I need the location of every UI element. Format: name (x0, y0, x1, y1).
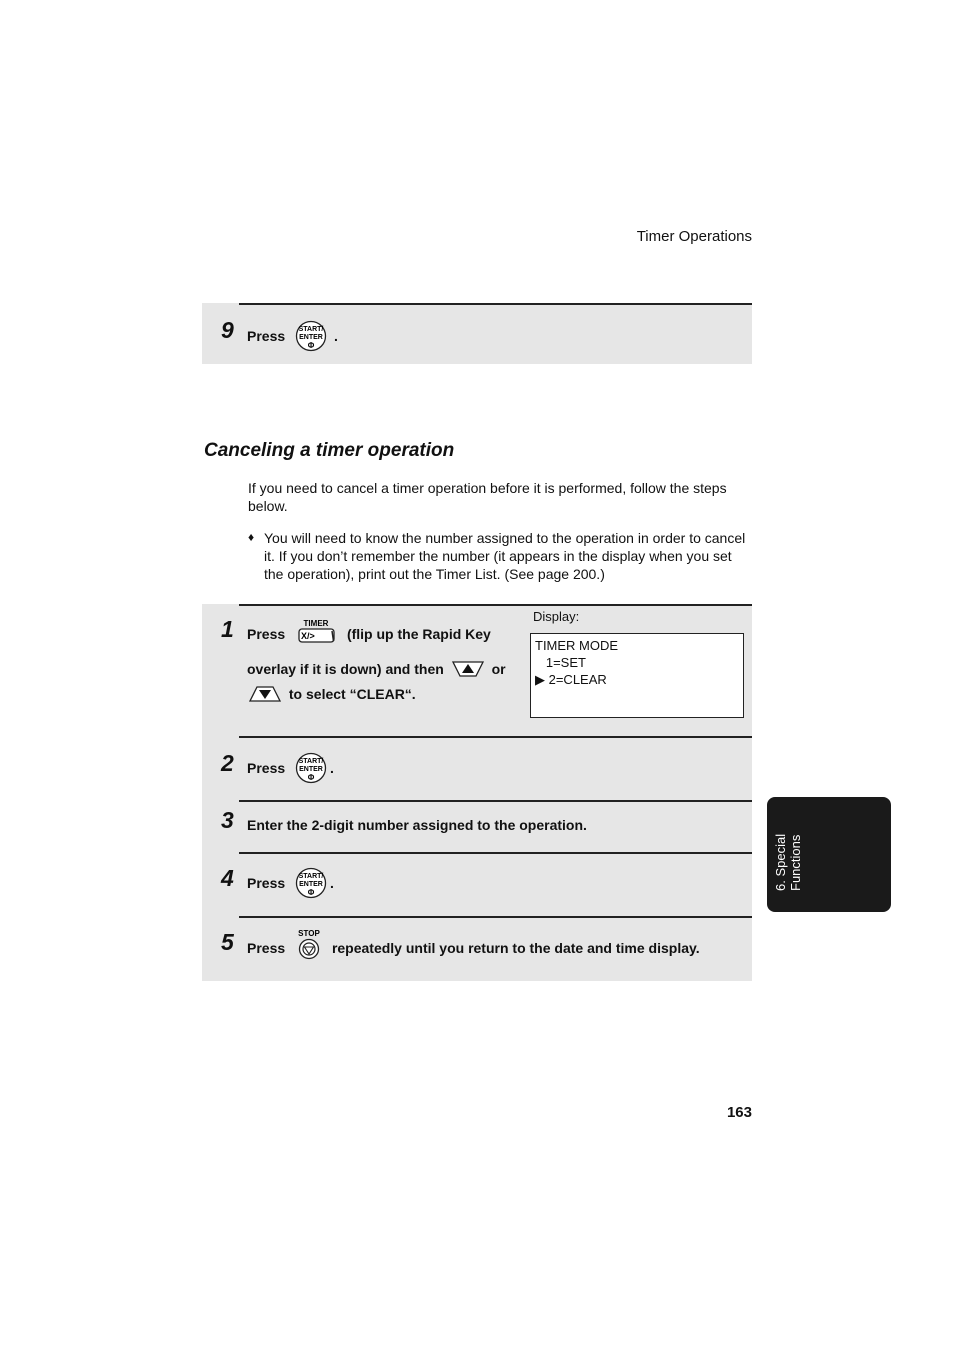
step-1-line-3 (249, 685, 416, 706)
step-4-text (247, 867, 334, 902)
svg-text:ENTER: ENTER (299, 334, 323, 341)
press-label: Press (247, 760, 286, 777)
step-3-text: Enter the 2-digit number assigned to the operation. (247, 817, 587, 833)
step-1-text-1: (flip up the Rapid Key (346, 626, 491, 643)
svg-text:Φ: Φ (307, 341, 315, 350)
divider (239, 800, 752, 802)
svg-text:START/: START/ (298, 873, 324, 880)
step-1-line-1 (247, 620, 491, 651)
lcd-line: ▶ 2=CLEAR (535, 672, 607, 687)
step-number: 2 (221, 750, 234, 776)
down-arrow-key-icon (249, 685, 281, 706)
chapter-tab[interactable] (767, 797, 891, 912)
step-number: 4 (221, 865, 234, 891)
timer-key-icon (297, 617, 337, 648)
steps-box (202, 604, 752, 981)
svg-text:X/>: X/> (301, 631, 315, 641)
divider (239, 736, 752, 738)
chapter-tab-line-1: 6. Special (773, 833, 788, 891)
stop-key-icon (295, 928, 323, 963)
intro-paragraph: If you need to cancel a timer operation before it is performed, follow the steps below. (248, 480, 727, 514)
step-5-text-rest: repeatedly until you return to the date and time display. (331, 940, 700, 957)
page-number: 163 (726, 1104, 752, 1121)
divider (239, 852, 752, 854)
svg-text:TIMER: TIMER (303, 619, 329, 628)
step-1-text-2: overlay if it is down) and then (247, 661, 444, 678)
step-number: 9 (221, 317, 234, 343)
lcd-line: 1=SET (535, 655, 586, 670)
period: . (333, 328, 338, 345)
up-arrow-key-icon (452, 660, 484, 681)
press-label: Press (247, 626, 286, 643)
svg-text:START/: START/ (298, 326, 324, 333)
divider (239, 604, 752, 606)
press-label: Press (247, 940, 286, 957)
svg-text:ENTER: ENTER (299, 881, 323, 888)
period: . (330, 760, 334, 777)
step-1-text-3: to select “CLEAR“. (288, 686, 416, 703)
start-enter-key-icon (292, 752, 330, 787)
step-1-line-2 (247, 660, 506, 681)
step-number: 1 (221, 616, 234, 642)
svg-text:ENTER: ENTER (299, 766, 323, 773)
divider (239, 303, 752, 305)
bullet-diamond-icon: ♦ (248, 530, 255, 544)
svg-text:Φ: Φ (307, 888, 315, 897)
svg-text:STOP: STOP (298, 929, 320, 938)
press-label: Press (247, 875, 286, 892)
step-9-box (202, 303, 752, 364)
lcd-display (530, 633, 744, 718)
step-5-text (247, 929, 700, 967)
step-2-text (247, 752, 334, 787)
period: . (330, 875, 334, 892)
or-label: or (491, 661, 506, 678)
step-number: 3 (221, 807, 234, 833)
start-enter-key-icon (292, 867, 330, 902)
svg-text:Φ: Φ (307, 773, 315, 782)
step-9-text (247, 320, 338, 355)
divider (239, 916, 752, 918)
press-label: Press (247, 328, 286, 345)
step-number: 5 (221, 929, 234, 955)
bullet-text: You will need to know the number assigned to the operation in order to cancel it. If you don’t remember the number (it appears in the display when you set the operation), print out the Timer List. (See page 200.) (264, 530, 746, 582)
display-label: Display: (533, 609, 580, 624)
start-enter-key-icon (292, 320, 330, 355)
chapter-tab-label (773, 821, 811, 891)
section-title: Canceling a timer operation (204, 440, 455, 461)
chapter-tab-line-2: Functions (788, 834, 803, 891)
running-header: Timer Operations (636, 228, 752, 245)
svg-text:START/: START/ (298, 758, 324, 765)
lcd-line: TIMER MODE (535, 638, 619, 653)
